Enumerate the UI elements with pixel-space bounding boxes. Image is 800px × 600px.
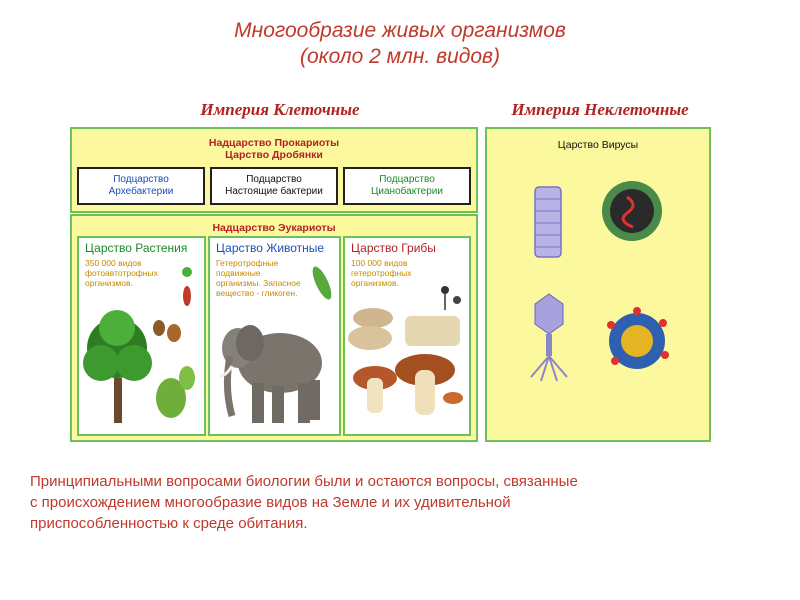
spherical-virus-icon: [602, 181, 662, 241]
body-line: приспособленностью к среде обитания.: [30, 515, 308, 532]
kingdom-animals-card: [208, 236, 341, 436]
body-line: с происхождением многообразие видов на Земле и их удивительной: [30, 494, 511, 511]
desc-line: 100 000 видов: [351, 258, 408, 268]
kingdom-plants-title: Царство Растения: [85, 241, 188, 255]
desc-line: организмов.: [85, 278, 133, 288]
viruses-panel: [485, 127, 711, 442]
desc-line: фотоавтотрофных: [85, 268, 158, 278]
kingdom-fungi-card: [343, 236, 471, 436]
kingdom-plants-card: [77, 236, 206, 436]
fungi-illustration: [345, 238, 469, 434]
subkingdom-cyanobacteria: [343, 167, 471, 205]
desc-line: Гетеротрофные: [216, 258, 279, 268]
empire-cellular-title: Империя Клеточные: [200, 100, 360, 119]
desc-line: организмы. Запасное: [216, 278, 301, 288]
body-line: Принципиальными вопросами биологии были и остаются вопросы, связанные: [30, 473, 578, 490]
subkingdom-label: Подцарство: [246, 174, 302, 185]
subkingdom-name: Настоящие бактерии: [225, 186, 323, 197]
plants-illustration: [79, 238, 204, 434]
desc-line: вещество - гликоген.: [216, 288, 298, 298]
viruses-illustration: [487, 129, 709, 440]
body-paragraph: [30, 471, 770, 534]
subkingdom-label: Подцарство: [113, 174, 169, 185]
prokaryotes-header-line2: Царство Дробянки: [225, 149, 323, 161]
subkingdom-archaebacteria: [77, 167, 205, 205]
slide-title-line1: Многообразие живых организмов: [234, 19, 566, 42]
rod-virus-icon: [535, 187, 561, 257]
slide-title: [0, 18, 800, 70]
animals-illustration: [210, 238, 339, 434]
eukaryotes-header: Надцарство Эукариоты: [212, 222, 336, 234]
prokaryotes-header-line1: Надцарство Прокариоты: [208, 137, 340, 149]
empire-noncellular-title: Империя Неклеточные: [511, 100, 689, 119]
hiv-virus-icon: [607, 307, 669, 369]
slide-title-line2: (около 2 млн. видов): [299, 45, 501, 68]
subkingdom-label: Подцарство: [379, 174, 435, 185]
desc-line: 350 000 видов: [85, 258, 142, 268]
bacteriophage-icon: [531, 294, 567, 381]
kingdom-animals-title: Царство Животные: [216, 241, 325, 255]
kingdom-fungi-title: Царство Грибы: [351, 241, 436, 255]
subkingdom-true-bacteria: [210, 167, 338, 205]
desc-line: подвижные: [216, 268, 261, 278]
desc-line: организмов.: [351, 278, 399, 288]
desc-line: гетеротрофных: [351, 268, 412, 278]
subkingdom-name: Цианобактерии: [371, 186, 443, 197]
kingdom-viruses-title: Царство Вирусы: [557, 139, 639, 151]
subkingdom-name: Архебактерии: [108, 186, 174, 197]
prokaryotes-header: [72, 137, 476, 161]
